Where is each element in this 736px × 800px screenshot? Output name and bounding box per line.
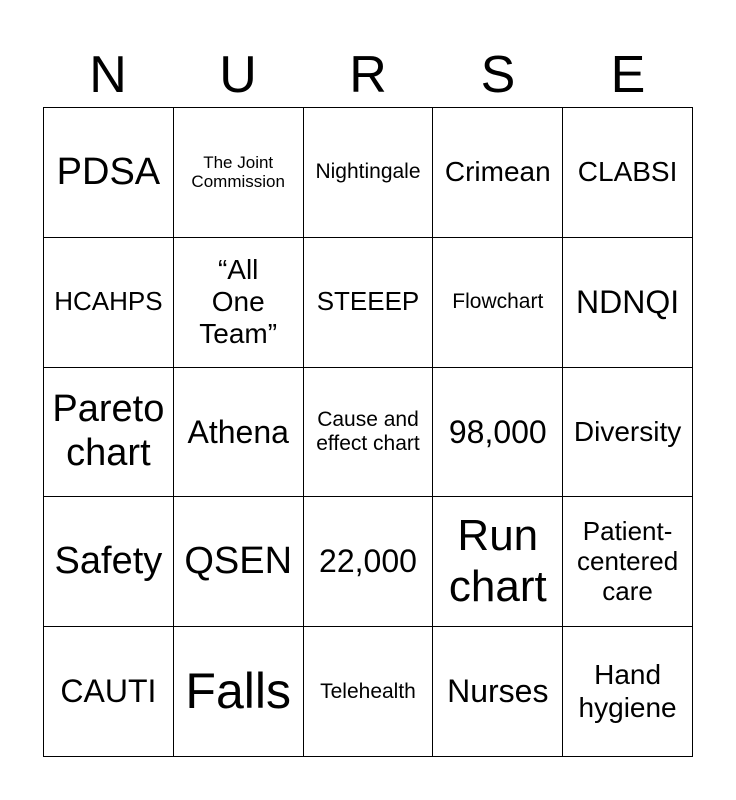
cell-label: Hand hygiene [578,659,677,723]
bingo-cell-telehealth[interactable] [304,627,434,757]
bingo-cell-athena[interactable] [174,368,304,498]
header-letter-s: S [480,46,516,104]
cell-label: Nurses [447,673,549,710]
cell-label: Diversity [573,415,682,447]
bingo-cell-pareto-chart[interactable] [44,368,174,498]
cell-label: Crimean [444,156,551,188]
cell-label: Safety [54,539,163,582]
cell-label: Falls [185,662,291,719]
bingo-cell-clabsi[interactable] [563,108,693,238]
bingo-cell-crimean[interactable] [433,108,563,238]
cell-label: Nightingale [315,160,421,184]
bingo-cell-patient-centered-care[interactable] [563,497,693,627]
bingo-cell-22000[interactable] [304,497,434,627]
bingo-cell-diversity[interactable] [563,368,693,498]
bingo-cell-nightingale[interactable] [304,108,434,238]
header-letter-n: N [89,46,127,104]
bingo-cell-qsen[interactable] [174,497,304,627]
cell-label: NDNQI [576,283,680,320]
cell-label: “All One Team” [199,253,278,350]
cell-label: QSEN [184,539,293,582]
cell-label: Flowchart [452,290,544,314]
header-letter-u: U [219,46,257,104]
cell-label: Patient-centered care [577,515,679,606]
header-letter-e: E [610,46,646,104]
bingo-cell-falls[interactable] [174,627,304,757]
cell-label: CLABSI [577,156,678,188]
bingo-cell-steeep[interactable] [304,238,434,368]
cell-label: 22,000 [319,543,417,580]
bingo-cell-the-joint-commission[interactable] [174,108,304,238]
header-letter-r: R [349,46,387,104]
cell-label: PDSA [56,150,161,193]
cell-label: The Joint Commission [191,152,285,192]
cell-label: Run chart [448,511,547,611]
cell-label: 98,000 [448,413,547,450]
bingo-cell-pdsa[interactable] [44,108,174,238]
bingo-cell-ndnqi[interactable] [563,238,693,368]
bingo-cell-hcahps[interactable] [44,238,174,368]
cell-label: Pareto chart [52,388,165,474]
cell-label: HCAHPS [54,286,163,317]
bingo-board [43,107,693,757]
bingo-cell-all-one-team[interactable] [174,238,304,368]
cell-label: CAUTI [60,673,157,710]
bingo-header [43,44,693,106]
bingo-cell-cauti[interactable] [44,627,174,757]
bingo-cell-safety[interactable] [44,497,174,627]
bingo-cell-cause-and-effect-chart[interactable] [304,368,434,498]
bingo-cell-flowchart[interactable] [433,238,563,368]
cell-label: Athena [187,413,289,450]
cell-label: Telehealth [320,679,416,703]
cell-label: STEEEP [316,286,420,317]
cell-label: Cause and effect chart [316,407,420,455]
bingo-cell-hand-hygiene[interactable] [563,627,693,757]
bingo-cell-98000[interactable] [433,368,563,498]
bingo-cell-run-chart[interactable] [433,497,563,627]
bingo-cell-nurses[interactable] [433,627,563,757]
